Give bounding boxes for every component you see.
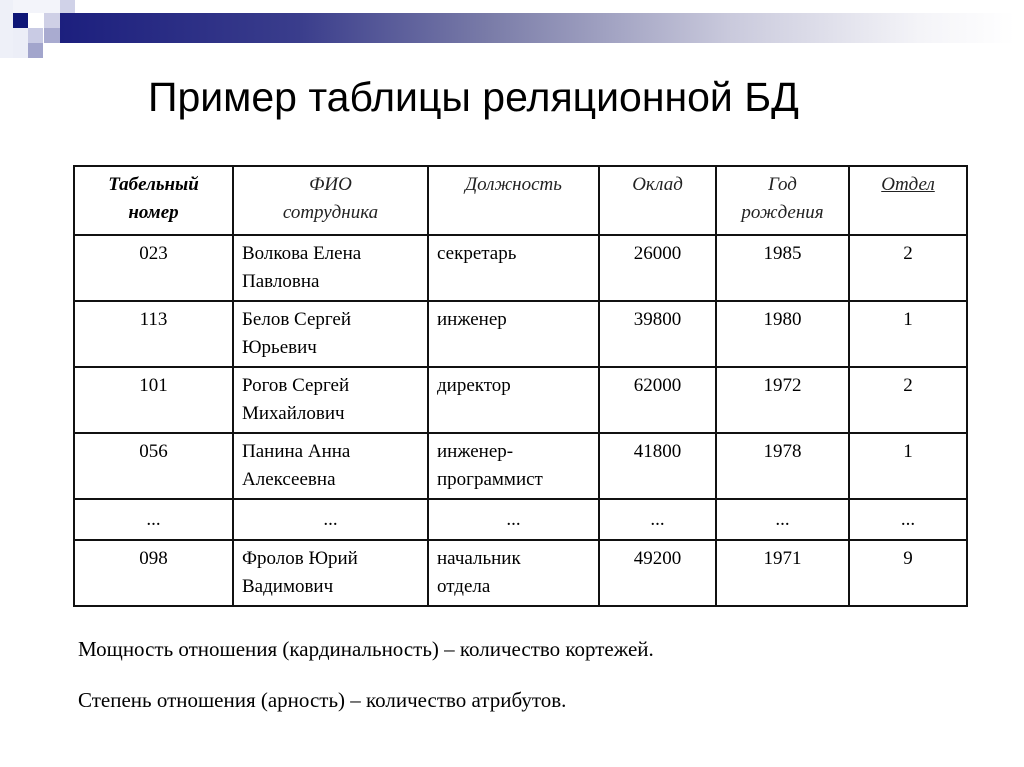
cell-salary: 62000 [599, 367, 716, 433]
deco-square-light [0, 0, 13, 58]
cell-ellipsis: ... [74, 499, 233, 540]
column-header-position: Должность [428, 166, 599, 235]
cell-name: Волкова Елена Павловна [233, 235, 428, 301]
cell-birth-year: 1972 [716, 367, 849, 433]
cell-salary: 26000 [599, 235, 716, 301]
deco-gradient-band [60, 13, 1015, 43]
table-row [74, 235, 967, 301]
cell-id: 056 [74, 433, 233, 499]
cell-position: директор [428, 367, 599, 433]
cell-ellipsis: ... [716, 499, 849, 540]
cell-salary: 49200 [599, 540, 716, 606]
deco-square-light [44, 13, 60, 28]
cell-ellipsis: ... [599, 499, 716, 540]
deco-square-light [60, 0, 75, 13]
deco-square-dark [13, 13, 28, 28]
note-cardinality: Мощность отношения (кардинальность) – количество кортежей. [78, 637, 654, 661]
table-row [74, 540, 967, 606]
cell-ellipsis: ... [849, 499, 967, 540]
deco-square-light [13, 28, 28, 58]
note-arity: Степень отношения (арность) – количество атрибутов. [78, 688, 567, 712]
cell-birth-year: 1971 [716, 540, 849, 606]
cell-name: Рогов Сергей Михайлович [233, 367, 428, 433]
deco-square-mid [44, 28, 60, 43]
cell-department: 1 [849, 301, 967, 367]
column-header-birth-year: Год рождения [716, 166, 849, 235]
cell-ellipsis: ... [233, 499, 428, 540]
cell-position: начальник отдела [428, 540, 599, 606]
table-row-ellipsis [74, 499, 967, 540]
cell-department: 2 [849, 367, 967, 433]
deco-square-light [28, 28, 43, 43]
slide-header-decoration [0, 0, 1024, 60]
table-row [74, 433, 967, 499]
column-header-salary: Оклад [599, 166, 716, 235]
column-header-name: ФИО сотрудника [233, 166, 428, 235]
table-row [74, 301, 967, 367]
cell-position: инженер [428, 301, 599, 367]
cell-birth-year: 1980 [716, 301, 849, 367]
cell-department: 2 [849, 235, 967, 301]
cell-ellipsis: ... [428, 499, 599, 540]
relational-table [73, 165, 968, 607]
cell-id: 113 [74, 301, 233, 367]
table-header-row [74, 166, 967, 235]
cell-id: 101 [74, 367, 233, 433]
deco-square-mid [28, 43, 43, 58]
cell-name: Фролов Юрий Вадимович [233, 540, 428, 606]
cell-birth-year: 1985 [716, 235, 849, 301]
cell-department: 9 [849, 540, 967, 606]
column-header-id: Табельный номер [74, 166, 233, 235]
cell-name: Белов Сергей Юрьевич [233, 301, 428, 367]
cell-id: 098 [74, 540, 233, 606]
cell-department: 1 [849, 433, 967, 499]
cell-salary: 41800 [599, 433, 716, 499]
cell-birth-year: 1978 [716, 433, 849, 499]
cell-position: секретарь [428, 235, 599, 301]
cell-salary: 39800 [599, 301, 716, 367]
cell-name: Панина Анна Алексеевна [233, 433, 428, 499]
deco-square-light [13, 0, 60, 13]
cell-id: 023 [74, 235, 233, 301]
table-row [74, 367, 967, 433]
cell-position: инженер- программист [428, 433, 599, 499]
column-header-department: Отдел [849, 166, 967, 235]
slide-title: Пример таблицы реляционной БД [148, 74, 799, 120]
